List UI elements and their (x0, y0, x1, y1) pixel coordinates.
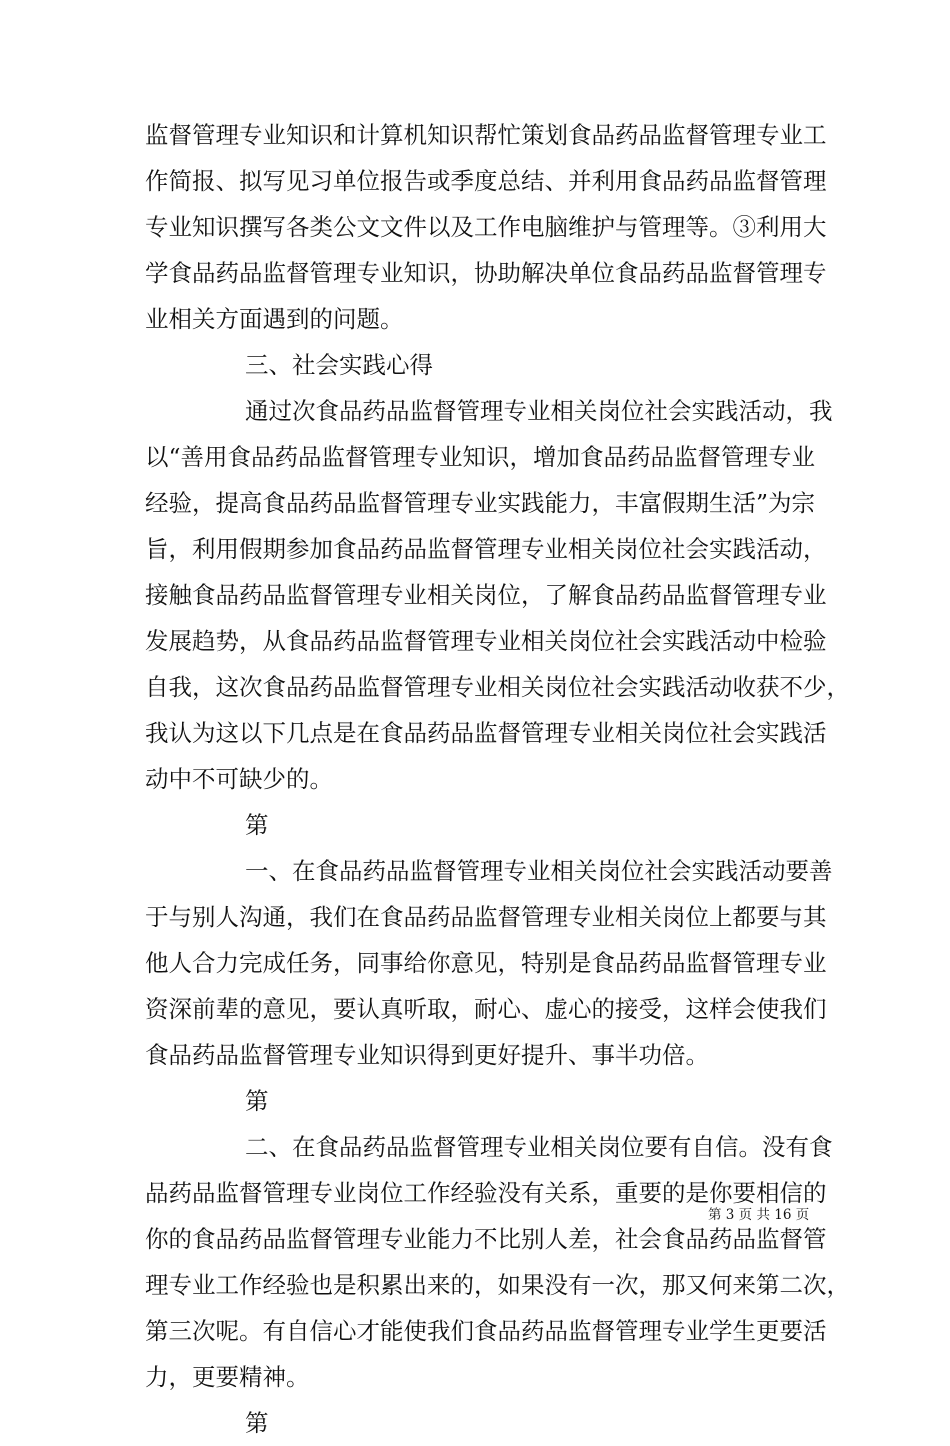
text-line: 第 (245, 1087, 269, 1115)
text-line: 第 (245, 811, 269, 839)
text-line: 于与别人沟通，我们在食品药品监督管理专业相关岗位上都要与其 (145, 903, 827, 931)
text-line: 你的食品药品监督管理专业能力不比别人差，社会食品药品监督管 (145, 1225, 827, 1253)
section-heading: 三、社会实践心得 (245, 351, 433, 379)
text-line: 自我，这次食品药品监督管理专业相关岗位社会实践活动收获不少， (145, 673, 850, 701)
text-line: 资深前辈的意见，要认真听取，耐心、虚心的接受，这样会使我们 (145, 995, 827, 1023)
text-line: 一、在食品药品监督管理专业相关岗位社会实践活动要善 (245, 857, 833, 885)
text-line: 经验，提高食品药品监督管理专业实践能力，丰富假期生活”为宗 (145, 489, 816, 517)
text-line: 通过次食品药品监督管理专业相关岗位社会实践活动，我 (245, 397, 833, 425)
text-line: 食品药品监督管理专业知识得到更好提升、事半功倍。 (145, 1041, 709, 1069)
text-line: 品药品监督管理专业岗位工作经验没有关系，重要的是你要相信的 (145, 1179, 827, 1207)
text-line: 监督管理专业知识和计算机知识帮忙策划食品药品监督管理专业工 (145, 121, 827, 149)
text-line: 二、在食品药品监督管理专业相关岗位要有自信。没有食 (245, 1133, 833, 1161)
text-line: 旨，利用假期参加食品药品监督管理专业相关岗位社会实践活动， (145, 535, 827, 563)
text-line: 动中不可缺少的。 (145, 765, 333, 793)
text-line: 业相关方面遇到的问题。 (145, 305, 404, 333)
document-body (145, 112, 850, 1446)
text-line: 以“善用食品药品监督管理专业知识，增加食品药品监督管理专业 (145, 443, 816, 471)
text-line: 我认为这以下几点是在食品药品监督管理专业相关岗位社会实践活 (145, 719, 827, 747)
text-line: 学食品药品监督管理专业知识，协助解决单位食品药品监督管理专 (145, 259, 827, 287)
text-line: 发展趋势，从食品药品监督管理专业相关岗位社会实践活动中检验 (145, 627, 827, 655)
text-line: 专业知识撰写各类公文文件以及工作电脑维护与管理等。③利用大 (145, 213, 827, 241)
text-line: 第 (245, 1409, 269, 1437)
text-line: 他人合力完成任务，同事给你意见，特别是食品药品监督管理专业 (145, 949, 827, 977)
text-line: 力，更要精神。 (145, 1363, 310, 1391)
page-number-footer: 第 3 页 共 16 页 (708, 1207, 810, 1223)
text-line: 接触食品药品监督管理专业相关岗位，了解食品药品监督管理专业 (145, 581, 827, 609)
text-line: 第三次呢。有自信心才能使我们食品药品监督管理专业学生更要活 (145, 1317, 827, 1345)
text-line: 理专业工作经验也是积累出来的，如果没有一次，那又何来第二次， (145, 1271, 850, 1299)
text-line: 作简报、拟写见习单位报告或季度总结、并利用食品药品监督管理 (145, 167, 827, 195)
